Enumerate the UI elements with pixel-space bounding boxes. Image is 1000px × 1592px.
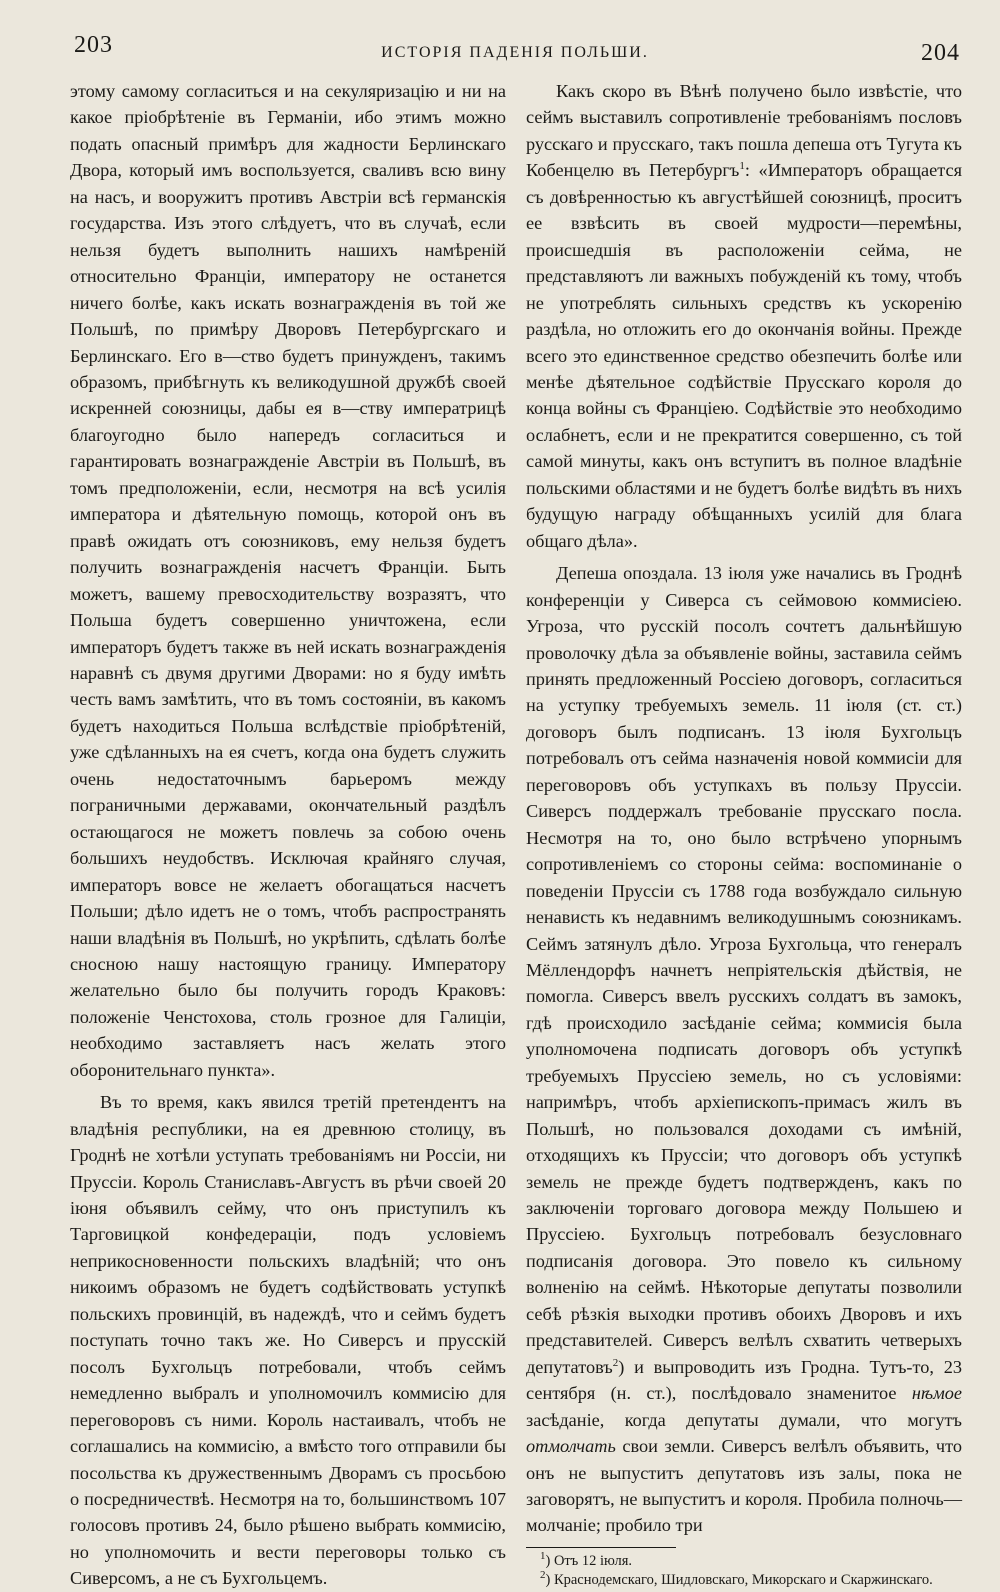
text-run: ) и выпроводить изъ Гродна. Тутъ-то, 23 сентября (н. ст.), послѣдовало знаменитое bbox=[526, 1356, 962, 1404]
text-run: засѣданіе, когда депутаты думали, что могутъ bbox=[526, 1409, 962, 1430]
italic-text: отмолчать bbox=[526, 1436, 616, 1457]
text-run: : «Императоръ обращается съ довѣренностью къ августѣйшей союзницѣ, проситъ ее взвѣсить въ своей мудрости—перемѣны, происшедшія въ расположеніи сейма, не представляютъ ли важныхъ побужденій къ тому, чтобъ не употреблять сильныхъ средствъ къ ускоренію раздѣла, но отложить его до окончанія войны. Прежде всего это единственное средство обезпечить болѣе или менѣе дѣятельное содѣйствіе Прусскаго короля до конца войны съ Франціею. Содѣйствіе это необходимо ослабнетъ, если и не прекратится совершенно, съ той самой минуты, какъ онъ вступитъ въ полное владѣніе польскими областями и не будетъ болѣе видѣть въ нихъ будущую награду обѣщанныхъ усилій для блага общаго дѣла». bbox=[526, 160, 962, 551]
text-run: свои земли. Сиверсъ велѣлъ объявить, что онъ не выпуститъ депутатовъ изъ залы, пока не заговорятъ, не выпуститъ и короля. Пробила полночь—молчаніе; пробило три bbox=[526, 1436, 962, 1536]
paragraph bbox=[526, 560, 962, 1539]
footnote-ref: 1 bbox=[739, 160, 745, 173]
text-run: Какъ скоро въ Вѣнѣ получено было извѣстіе, что сеймъ выставилъ сопротивленіе требованіямъ пословъ русскаго и прусскаго, такъ пошла депеша отъ Тугута къ Кобенцелю въ Петербургъ bbox=[526, 81, 962, 181]
text-run: Депеша опоздала. 13 іюля уже начались въ Гроднѣ конференціи у Сиверса съ сеймовою коммисіею. Угроза, что русскій посолъ сочтетъ дальнѣйшую проволочку дѣла за объявленіе войны, заставила сеймъ принять предложенный Россіею договоръ, согласиться на уступку требуемыхъ земель. 11 іюля (ст. ст.) договоръ былъ подписанъ. 13 іюля Бухгольцъ потребовалъ отъ сейма назначенія новой коммисіи для переговоровъ объ уступкахъ въ пользу Пруссіи. Сиверсъ поддержалъ требованіе прусскаго посла. Несмотря на то, оно было встрѣчено упорнымъ сопротивленіемъ со стороны сейма: воспоминаніе о поведеніи Пруссіи съ 1788 года возбуждало сильную ненависть къ недавнимъ великодушнымъ союзникамъ. Сеймъ затянулъ дѣло. Угроза Бухгольца, что генералъ Мёллендорфъ начнетъ непріятельскія дѣйствія, не помогла. Сиверсъ ввелъ русскихъ солдатъ въ замокъ, гдѣ происходило засѣданіе сейма; коммисія была уполномочена подписать договоръ объ уступкѣ требуемыхъ Пруссіею земель, но съ условіями: напримѣръ, чтобъ архіепископъ-примасъ жилъ въ Польшѣ, но пользовался доходами съ имѣній, отходящихъ къ Пруссіи; что договоръ объ уступкѣ земель не прежде будетъ подтвержденъ, какъ по заключеніи торговаго договора между Польшею и Пруссіею. Бухгольцъ потребовалъ безусловнаго подписанія договора. Это повело къ сильному волненію на сеймѣ. Нѣкоторые депутаты позволили себѣ рѣзкія выходки противъ обоихъ Дворовъ и ихъ представителей. Сиверсъ велѣлъ схватить четверыхъ депутатовъ bbox=[526, 563, 962, 1377]
paragraph: этому самому согласиться и на секуляризацію и ни на какое пріобрѣтеніе въ Германіи, ибо этимъ можно подать опасный примѣръ для жадности Берлинскаго Двора, который имъ воспользуется, сваливъ всю вину на насъ, и вооружитъ противъ Австріи всѣ германскія государства. Изъ этого слѣдуетъ, что въ случаѣ, если нельзя будетъ выполнить нашихъ намѣреній относительно Франціи, императору не останется ничего болѣе, какъ искать вознагражденія въ той же Польшѣ, по примѣру Дворовъ Петербургскаго и Берлинскаго. Его в—ство будетъ принужденъ, такимъ образомъ, прибѣгнуть къ великодушной дружбѣ своей искренней союзницы, дабы ея в—ству императрицѣ благоугодно было напередъ согласиться и гарантировать вознагражденіе Австріи въ Польшѣ, въ томъ предположеніи, если, несмотря на всѣ усилія императора и дѣятельную помощь, которой онъ въ правѣ ожидать отъ союзниковъ, ему нельзя будетъ получить вознагражденія насчетъ Франціи. Быть можетъ, вашему превосходительству возразятъ, что Польша будетъ совершенно уничтожена, если императоръ будетъ также въ ней искать вознагражденія наравнѣ съ двумя другими Дворами: но я буду имѣть честь вамъ замѣтить, что въ томъ состояніи, въ какомъ будетъ находиться Польша вслѣдствіе пріобрѣтеній, уже сдѣланныхъ на ея счетъ, когда она будетъ служить очень недостаточнымъ барьеромъ между пограничными державами, окончательный раздѣлъ остающагося не можетъ повлечь за собою очень большихъ неудобствъ. Исключая крайняго случая, императоръ вовсе не желаетъ обогащаться насчетъ Польши; дѣло идетъ не о томъ, чтобъ распространять наши владѣнія въ Польшѣ, но укрѣпить, сдѣлать болѣе сносною нашу настоящую границу. Императору желательно было бы получить городъ Краковъ: положеніе Ченстохова, столь грозное для Галиціи, необходимо заставляетъ насъ желать этого оборонительнаго пункта». bbox=[70, 81, 506, 1080]
paragraph: Въ то время, какъ явился третій претендентъ на владѣнія республики, на ея древнюю столицу, въ Гроднѣ не хотѣли уступать требованіямъ ни Россіи, ни Пруссіи. Король Станиславъ-Августъ въ рѣчи своей 20 іюня объявилъ сейму, что онъ приступилъ къ Тарговицкой конфедераціи, подъ условіемъ неприкосновенности польскихъ владѣній; что онъ никоимъ образомъ не будетъ содѣйствовать уступкѣ польскихъ провинцій, въ надеждѣ, что и сеймъ будетъ поступать точно такъ же. Но Сиверсъ и прусскій посолъ Бухгольцъ потребовали, чтобъ сеймъ немедленно выбралъ и уполномочилъ коммисію для переговоровъ съ ними. Король настаивалъ, чтобъ не соглашались на коммисію, а вмѣсто того отправили бы посольства къ дружественнымъ Дворамъ съ просьбою о посредничествѣ. Несмотря на то, большинствомъ 107 голосовъ противъ 24, было рѣшено выбрать коммисію, но уполномочить и вести переговоры только съ Сиверсомъ, а не съ Бухгольцемъ. bbox=[70, 1092, 506, 1589]
page-header bbox=[70, 30, 960, 70]
right-column bbox=[526, 78, 962, 1590]
footnote-mark: 2 bbox=[540, 1569, 546, 1582]
footnote-divider bbox=[526, 1547, 676, 1548]
paragraph bbox=[526, 78, 962, 554]
running-title: ИСТОРІЯ ПАДЕНІЯ ПОЛЬШИ. bbox=[381, 44, 649, 61]
page-number-left: 203 bbox=[74, 32, 113, 58]
footnote-ref: 2 bbox=[612, 1356, 619, 1369]
footnote-text: ) Отъ 12 іюля. bbox=[545, 1552, 633, 1569]
footnote-text: ) Краснодемскаго, Шидловскаго, Микорскаго и Скаржинскаго. bbox=[545, 1571, 933, 1588]
footnote bbox=[526, 1552, 962, 1571]
italic-text: нѣмое bbox=[911, 1383, 962, 1404]
left-column bbox=[70, 78, 506, 1592]
page-number-right: 204 bbox=[921, 40, 960, 66]
footnote bbox=[526, 1571, 962, 1590]
footnote-mark: 1 bbox=[540, 1550, 546, 1563]
